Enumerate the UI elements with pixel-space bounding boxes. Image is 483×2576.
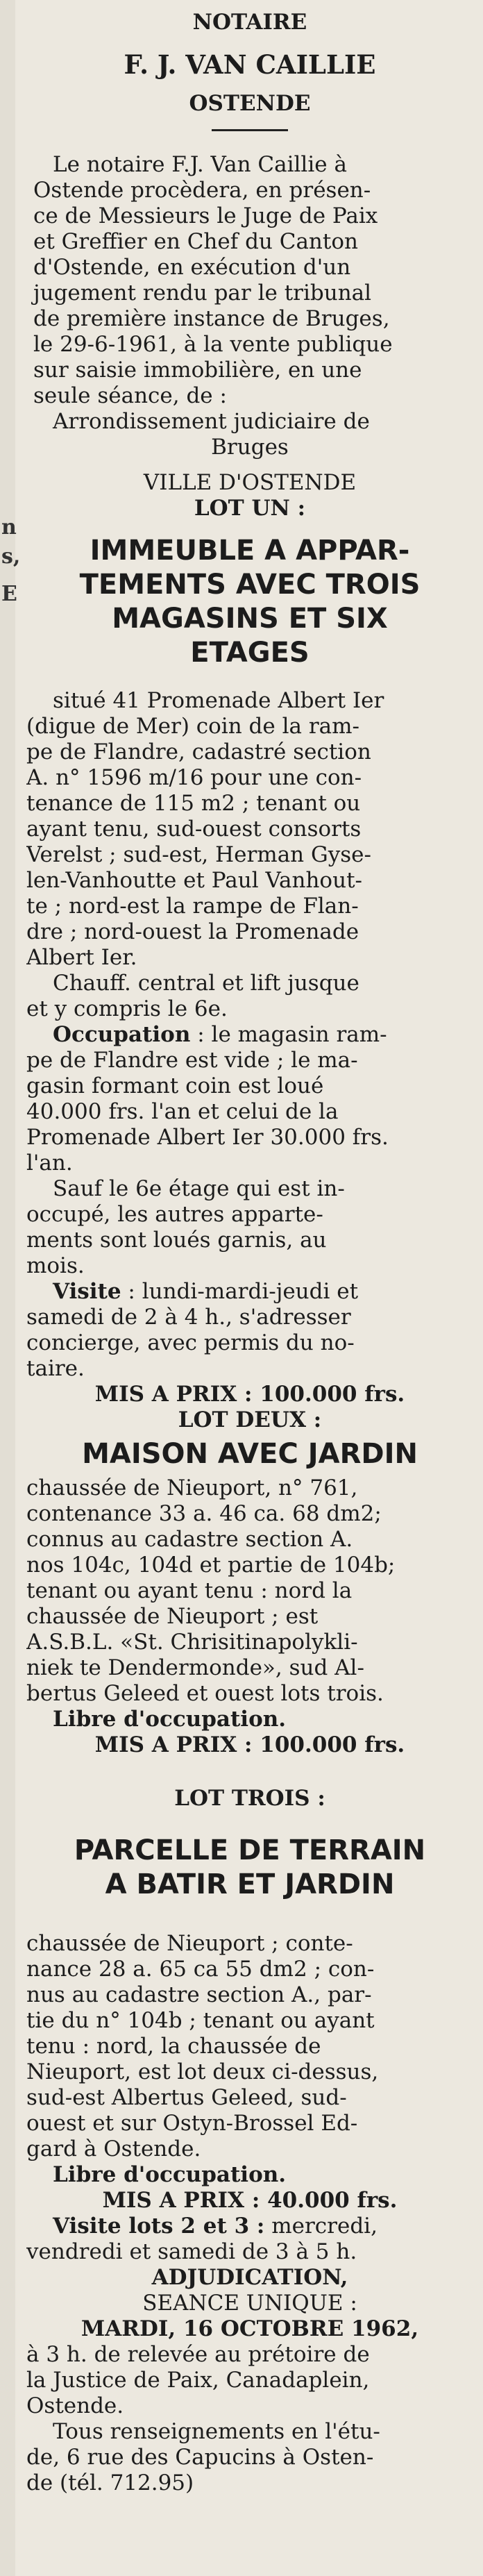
- intro-line: Arrondissement judiciaire de: [53, 409, 370, 434]
- notary-city: OSTENDE: [189, 91, 311, 116]
- intro-paragraph: [26, 152, 473, 460]
- lot2-desc-line: niek te Dendermonde», sud Al-: [26, 1655, 364, 1680]
- lot2-desc-line: bertus Geleed et ouest lots trois.: [26, 1681, 384, 1706]
- lot1-desc-line: Verelst ; sud-est, Herman Gysе-: [26, 842, 371, 867]
- visit-lots-line: [26, 2214, 473, 2239]
- margin-fragment: s,: [1, 544, 21, 569]
- lot1-title-line: IMMEUBLE A APPAR-: [90, 535, 410, 567]
- lot2-desc-line: chaussée de Nieuport ; est: [26, 1604, 319, 1629]
- info-line: de (tél. 712.95): [26, 2470, 194, 2495]
- adjudication-date: MARDI, 16 OCTOBRE 1962,: [80, 2316, 419, 2341]
- visit-lots-line: vendredi et samedi de 3 à 5 h.: [26, 2239, 357, 2264]
- lot1-occupation-line: [26, 1022, 473, 1048]
- lot3-description: [26, 1931, 473, 2162]
- lot1-desc-line: dre ; nord-ouest la Promenade: [26, 919, 359, 944]
- divider: [212, 129, 288, 131]
- notice-heading: NOTAIRE: [192, 10, 307, 35]
- lot2-desc-line: contenance 33 a. 46 ca. 68 dm2;: [26, 1501, 382, 1526]
- visit-label: Visite: [53, 1279, 121, 1304]
- lot1-heating-line: Chauff. central et lift jusque: [53, 971, 359, 996]
- lot1-title-line: ETAGES: [190, 637, 310, 669]
- lot3-desc-line: Nieuport, est lot deux ci-dessus,: [26, 2059, 379, 2084]
- margin-fragment: n: [1, 515, 17, 540]
- intro-line: seule séance, de :: [33, 383, 227, 408]
- visit-text: : lundi-mardi-jeudi et: [121, 1279, 359, 1304]
- lot1-desc-line: (digue de Mer) coin de la ram-: [26, 714, 359, 739]
- lot1-floors-line: Sauf le 6e étage qui est in-: [53, 1176, 345, 1201]
- lot2-title: MAISON AVEC JARDIN: [82, 1438, 418, 1470]
- intro-line: de première instance de Bruges,: [33, 306, 390, 331]
- lot1-title-line: MAGASINS ET SIX: [112, 603, 388, 635]
- adjudication-session: SEANCE UNIQUE :: [142, 2291, 357, 2316]
- lot2-desc-line: connus au cadastre section A.: [26, 1527, 353, 1552]
- lot1-occupation-line: 40.000 frs. l'an et celui de la: [26, 1099, 339, 1124]
- lot1-desc-line: Albert Ier.: [26, 945, 137, 970]
- lot1-floors-line: ments sont loués garnis, au: [26, 1228, 327, 1253]
- lot3-desc-line: sud-est Albertus Geleed, sud-: [26, 2085, 347, 2110]
- adjudication-line: Ostende.: [26, 2393, 124, 2418]
- visit-lots-text: mercredi,: [264, 2214, 378, 2239]
- lot1-visit-line: taire.: [26, 1356, 85, 1381]
- lot2-desc-line: chaussée de Nieuport, n° 761,: [26, 1475, 358, 1500]
- lot3-desc-line: chaussée de Nieuport ; conte-: [26, 1931, 353, 1956]
- lot2-desc-line: tenant ou ayant tenu : nord la: [26, 1578, 353, 1603]
- lot3-desc-line: tenu : nord, la chaussée de: [26, 2034, 321, 2059]
- lot2-label: LOT DEUX :: [178, 1407, 322, 1432]
- lot1-desc-line: len-Vanhoutte et Paul Vanhout-: [26, 868, 362, 893]
- left-margin: [0, 0, 21, 2576]
- lot2-occupancy: Libre d'occupation.: [53, 1707, 287, 1732]
- lot3-desc-line: nance 28 a. 65 ca 55 dm2 ; con-: [26, 1957, 375, 1982]
- notice-column: [26, 0, 473, 2576]
- adjudication-line: la Justice de Paix, Canadaplein,: [26, 2368, 370, 2393]
- lot1-occupation-line: gasin formant coin est loué: [26, 1073, 324, 1098]
- intro-line: le 29-6-1961, à la vente publique: [33, 332, 393, 357]
- lot3-desc-line: ouest et sur Ostyn-Brossel Ed-: [26, 2111, 358, 2136]
- lot3-title-line: A BATIR ET JARDIN: [105, 1868, 395, 1900]
- intro-line: Bruges: [211, 435, 289, 460]
- lot1-floors-line: occupé, les autres apparte-: [26, 1202, 323, 1227]
- lot3-title-line: PARCELLE DE TERRAIN: [74, 1834, 426, 1866]
- lot3-price: MIS A PRIX : 40.000 frs.: [102, 2188, 398, 2213]
- lot1-occupation-line: Promenade Albert Ier 30.000 frs.: [26, 1125, 389, 1150]
- lot1-desc-line: ayant tenu, sud-ouest consorts: [26, 817, 362, 842]
- lot3-occupancy: Libre d'occupation.: [53, 2162, 287, 2187]
- lot2-desc-line: A.S.B.L. «St. Chrisitinapolykli-: [26, 1630, 358, 1655]
- lot2-desc-line: nos 104c, 104d et partie de 104b;: [26, 1553, 396, 1578]
- info-line: Tous renseignements en l'étu-: [53, 2419, 380, 2444]
- lot1-desc-line: te ; nord-est la rampe de Flan-: [26, 894, 359, 919]
- lot1-city: VILLE D'OSTENDE: [143, 470, 357, 495]
- margin-fragment: E: [1, 582, 17, 606]
- intro-line: jugement rendu par le tribunal: [33, 281, 372, 306]
- lot1-heating-line: et y compris le 6e.: [26, 996, 228, 1021]
- intro-line: Ostende procèdera, en présen-: [33, 178, 371, 203]
- lot1-desc-line: A. n° 1596 m/16 pour une con-: [26, 765, 362, 790]
- lot1-description: [26, 688, 473, 971]
- lot3-desc-line: tie du n° 104b ; tenant ou ayant: [26, 2008, 375, 2033]
- lot2-description: [26, 1475, 473, 1707]
- info-line: de, 6 rue des Capucins à Osten-: [26, 2445, 374, 2470]
- notary-name: F. J. VAN CAILLIE: [124, 49, 376, 80]
- occupation-text: : le magasin ram-: [190, 1022, 387, 1047]
- lot1-title-line: TEMENTS AVEC TROIS: [79, 569, 421, 601]
- lot1-visit-line: concierge, avec permis du no-: [26, 1330, 355, 1355]
- lot1-occupation-line: pe de Flandre est vide ; le ma-: [26, 1048, 358, 1073]
- lot1-label: LOT UN :: [194, 496, 306, 521]
- lot3-desc-line: nus au cadastre section A., par-: [26, 1982, 372, 2007]
- lot2-price: MIS A PRIX : 100.000 frs.: [94, 1732, 405, 1757]
- lot1-visit-line: [26, 1279, 473, 1305]
- occupation-label: Occupation: [53, 1022, 191, 1047]
- lot3-label: LOT TROIS :: [174, 1786, 325, 1811]
- lot1-desc-line: situé 41 Promenade Albert Ier: [53, 688, 384, 713]
- lot1-price: MIS A PRIX : 100.000 frs.: [94, 1382, 405, 1407]
- intro-line: sur saisie immobilière, en une: [33, 358, 362, 383]
- lot1-desc-line: pe de Flandre, cadastré section: [26, 739, 371, 764]
- lot1-floors-line: mois.: [26, 1253, 85, 1278]
- visit-lots-label: Visite lots 2 et 3 :: [53, 2214, 265, 2239]
- intro-line: Le notaire F.J. Van Caillie à: [53, 152, 347, 177]
- intro-line: et Greffier en Chef du Canton: [33, 229, 358, 254]
- adjudication-line: à 3 h. de relevée au prétoire de: [26, 2342, 370, 2367]
- lot1-visit-line: samedi de 2 à 4 h., s'adresser: [26, 1305, 351, 1330]
- lot1-desc-line: tenance de 115 m2 ; tenant ou: [26, 791, 361, 816]
- lot3-desc-line: gard à Ostende.: [26, 2136, 201, 2161]
- lot1-occupation-line: l'an.: [26, 1151, 73, 1176]
- adjudication-title: ADJUDICATION,: [151, 2265, 348, 2290]
- intro-line: d'Ostende, en exécution d'un: [33, 255, 351, 280]
- lot1-title: [26, 534, 473, 670]
- intro-line: ce de Messieurs le Juge de Paix: [33, 203, 378, 228]
